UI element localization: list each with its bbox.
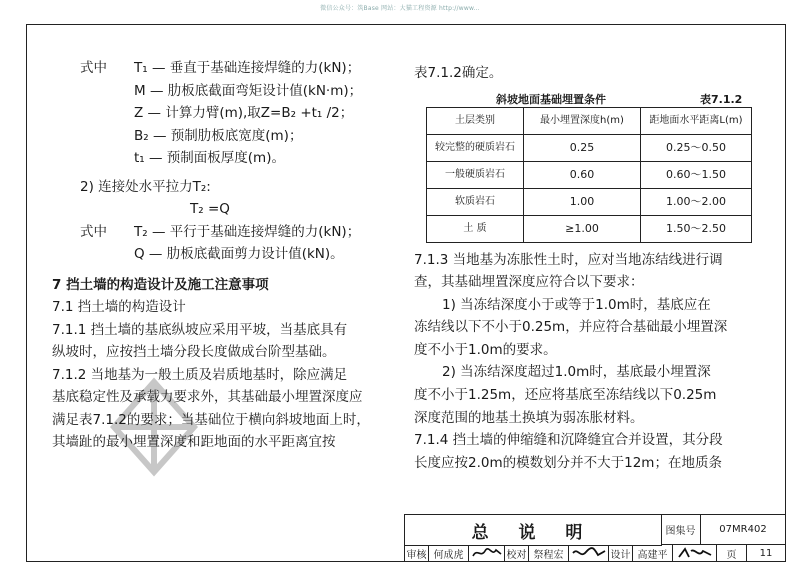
checker-signature bbox=[569, 545, 609, 562]
header-min-depth: 最小埋置深度h(m) bbox=[524, 107, 641, 134]
reviewer-signature bbox=[469, 545, 505, 562]
formula-t2: T₂ =Q bbox=[190, 201, 230, 217]
table-cell: 一般硬质岩石 bbox=[427, 161, 524, 188]
table-cell: 0.25～0.50 bbox=[641, 134, 752, 161]
header-horizontal-distance: 距地面水平距离L(m) bbox=[641, 107, 752, 134]
paragraph-7-1-2-line1: 7.1.2 当地基为一般土质及岩质地基时，除应满足 bbox=[52, 366, 348, 383]
page-number: 11 bbox=[747, 545, 786, 562]
paragraph-7-1-4-line2: 长度应按2.0m的模数划分并不大于12m；在地质条 bbox=[414, 454, 722, 471]
formula-note-m: M — 肋板底截面弯矩设计值(kN·m)； bbox=[134, 82, 363, 99]
signature-scribble-icon bbox=[677, 547, 713, 559]
designer-signature bbox=[673, 545, 717, 562]
table-row bbox=[427, 188, 752, 215]
table-cell: ≥1.00 bbox=[524, 215, 641, 242]
formula-note-t1: 式中 T₁ — 垂直于基础连接焊缝的力(kN)； bbox=[80, 60, 361, 76]
table-number: 表7.1.2 bbox=[700, 92, 743, 106]
signature-scribble-icon bbox=[472, 547, 502, 559]
table-title: 斜坡地面基础埋置条件 bbox=[496, 92, 606, 106]
table-reference-line: 表7.1.2确定。 bbox=[414, 65, 503, 81]
formula-note-b2: B₂ — 预制肋板底宽度(m)； bbox=[134, 127, 303, 144]
table-cell: 0.60 bbox=[524, 161, 641, 188]
title-block bbox=[404, 514, 786, 562]
review-label: 审核 bbox=[405, 545, 429, 562]
table-cell: 土 质 bbox=[427, 215, 524, 242]
table-cell: 1.50～2.50 bbox=[641, 215, 752, 242]
reviewer-name: 何成虎 bbox=[429, 545, 469, 562]
paragraph-7-1-3-line6: 2) 当冻结深度超过1.0m时，基底最小埋置深 bbox=[442, 364, 711, 381]
left-column bbox=[52, 57, 378, 454]
atlas-number-label: 图集号 bbox=[661, 515, 701, 545]
table-cell: 1.00 bbox=[524, 188, 641, 215]
header-soil-type: 土层类别 bbox=[427, 107, 524, 134]
paragraph-7-1-2-line4: 其墙趾的最小埋置深度和距地面的水平距离宜按 bbox=[52, 434, 336, 450]
table-row bbox=[427, 215, 752, 242]
right-column bbox=[414, 62, 754, 474]
table-cell: 1.00～2.00 bbox=[641, 188, 752, 215]
section-heading-7: 7 挡土墙的构造设计及施工注意事项 bbox=[52, 276, 269, 293]
paragraph-7-1-3-line7: 度不小于1.25m，还应将基底至冻结线以下0.25m bbox=[414, 387, 717, 404]
paragraph-7-1-3-line4: 冻结线以下不小于0.25m，并应符合基础最小埋置深 bbox=[414, 319, 728, 336]
table-caption bbox=[414, 87, 754, 107]
paragraph-7-1-2-line2: 基底稳定性及承载力要求外，其基础最小埋置深度应 bbox=[52, 389, 363, 405]
check-label: 校对 bbox=[505, 545, 529, 562]
formula-note-z: Z — 计算力臂(m),取Z=B₂ +t₁ /2； bbox=[134, 105, 354, 121]
table-row bbox=[427, 134, 752, 161]
table-cell: 0.25 bbox=[524, 134, 641, 161]
page-label: 页 bbox=[717, 545, 747, 562]
signature-scribble-icon bbox=[572, 547, 606, 559]
design-label: 设计 bbox=[609, 545, 633, 562]
table-cell: 软质岩石 bbox=[427, 188, 524, 215]
drawing-title: 总 说 明 bbox=[405, 515, 662, 546]
burial-conditions-table bbox=[426, 107, 752, 243]
paragraph-7-1-1-line1: 7.1.1 挡土墙的基底纵坡应采用平坡，当基底具有 bbox=[52, 321, 348, 338]
atlas-number: 07MR402 bbox=[701, 515, 786, 545]
section-heading-7-1: 7.1 挡土墙的构造设计 bbox=[52, 299, 186, 315]
paragraph-7-1-1-line2: 纵坡时，应按挡土墙分段长度做成台阶型基础。 bbox=[52, 344, 336, 360]
paragraph-7-1-3-line3: 1) 当冻结深度小于或等于1.0m时，基底应在 bbox=[442, 296, 711, 313]
designer-name: 高建平 bbox=[633, 545, 673, 562]
table-cell: 较完整的硬质岩石 bbox=[427, 134, 524, 161]
checker-name: 祭程宏 bbox=[529, 545, 569, 562]
formula-note-q: Q — 肋板底截面剪力设计值(kN)。 bbox=[134, 246, 344, 262]
item-2-horizontal-tension: 2) 连接处水平拉力T₂: bbox=[80, 178, 211, 195]
table-header-row bbox=[427, 107, 752, 134]
paragraph-7-1-4-line1: 7.1.4 挡土墙的伸缩缝和沉降缝宜合并设置，其分段 bbox=[414, 432, 723, 449]
paragraph-7-1-3-line8: 深度范围的地基土换填为弱冻胀材料。 bbox=[414, 409, 644, 426]
paragraph-7-1-3-line2: 查，其基础埋置深度应符合以下要求： bbox=[414, 274, 644, 291]
paragraph-7-1-3-line1: 7.1.3 当地基为冻胀性土时，应对当地冻结线进行调 bbox=[414, 251, 723, 268]
watermark-text: 微信公众号：筑Base 网站：大猫工程资源 http://www... bbox=[320, 5, 480, 12]
formula-note-t2: 式中 T₂ — 平行于基础连接焊缝的力(kN)； bbox=[80, 223, 361, 240]
formula-note-t1-thickness: t₁ — 预制面板厚度(m)。 bbox=[134, 150, 285, 166]
table-cell: 0.60～1.50 bbox=[641, 161, 752, 188]
paragraph-7-1-2-line3: 满足表7.1.2的要求；当基础位于横向斜坡地面上时， bbox=[52, 411, 370, 428]
paragraph-7-1-3-line5: 度不小于1.0m的要求。 bbox=[414, 341, 557, 358]
table-row bbox=[427, 161, 752, 188]
